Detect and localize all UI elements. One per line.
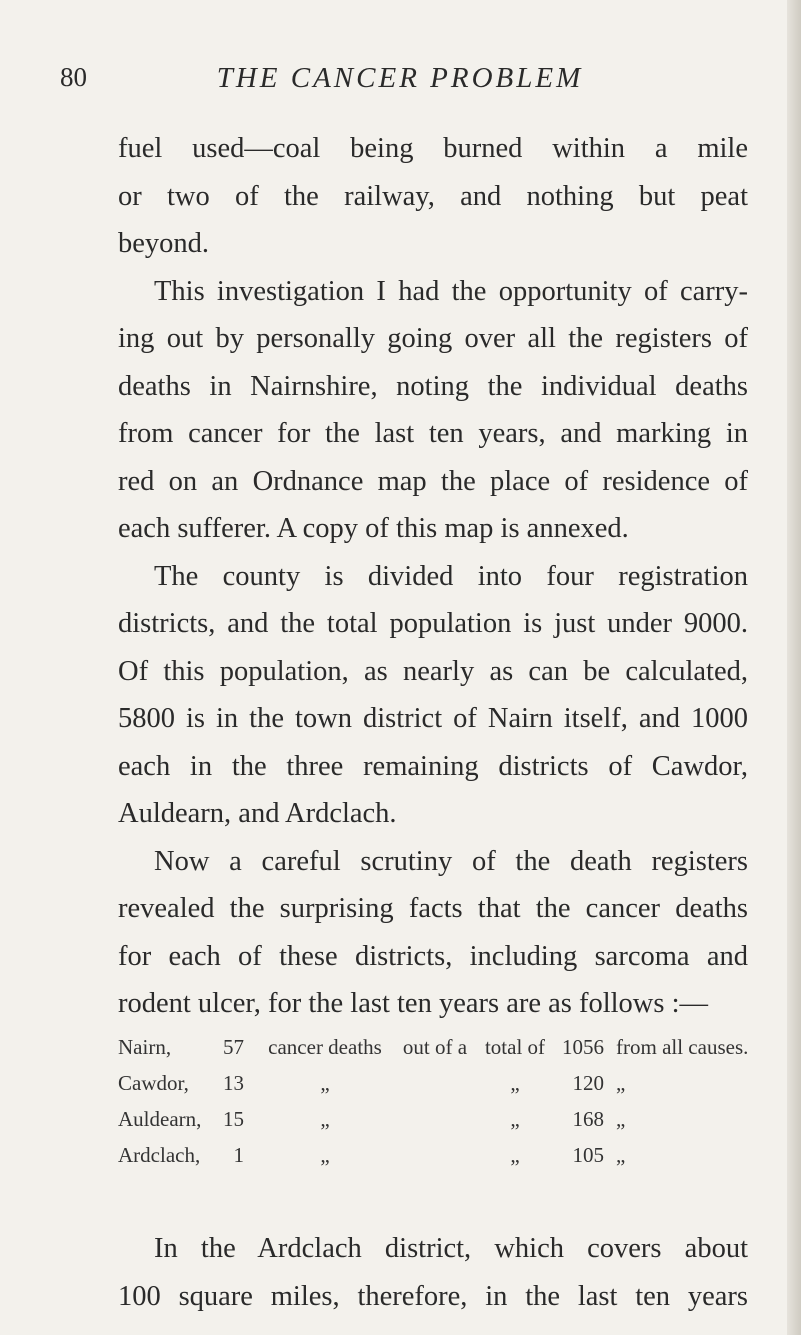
text-line: This investigation I had the opportunity of carry-: [154, 275, 748, 307]
text-line: Of this population, as nearly as can be calculated,: [118, 655, 748, 687]
district-name: Auldearn,: [118, 1107, 202, 1131]
total-deaths: 168: [572, 1107, 604, 1131]
text-line: fuel used—coal being burned within a mile: [118, 133, 748, 164]
district-name: Ardclach,: [118, 1143, 201, 1167]
label-cancer-deaths: „: [320, 1143, 330, 1167]
text-line: rodent ulcer, for the last ten years are as follows :—: [118, 988, 709, 1019]
text-line: 5800 is in the town district of Nairn itself, and 1000: [118, 703, 748, 734]
text-line: or two of the railway, and nothing but peat: [118, 180, 748, 212]
cancer-count: 15: [223, 1107, 244, 1131]
district-name: Nairn,: [118, 1035, 172, 1059]
paragraph: [118, 838, 748, 1028]
text-line: beyond.: [118, 228, 210, 259]
body-text: [118, 125, 748, 1028]
paragraph: [118, 553, 748, 838]
label-all-causes: „: [616, 1143, 626, 1167]
district-name: Cawdor,: [118, 1071, 189, 1095]
label-cancer-deaths: cancer deaths: [268, 1035, 382, 1059]
text-line: red on an Ordnance map the place of residence of: [118, 465, 748, 497]
closing-paragraph: [118, 1225, 748, 1320]
label-all-causes: from all causes.: [616, 1035, 749, 1059]
text-line: districts, and the total population is just under 9000.: [118, 608, 748, 639]
cancer-count: 57: [223, 1035, 244, 1059]
page-number: 80: [60, 62, 87, 92]
text-line: In the Ardclach district, which covers about: [154, 1233, 748, 1264]
label-total-of: „: [510, 1071, 520, 1095]
cancer-deaths-table: [118, 1035, 766, 1179]
paragraph: [118, 268, 748, 553]
table-row: [118, 1143, 766, 1179]
text-line: The county is divided into four registration: [154, 560, 748, 592]
cancer-count: 1: [233, 1143, 244, 1167]
cancer-count: 13: [223, 1071, 244, 1095]
text-line: from cancer for the last ten years, and marking in: [118, 418, 748, 449]
text-line: revealed the surprising facts that the cancer deaths: [118, 893, 748, 924]
page-edge-shadow: [787, 0, 801, 1335]
label-out-of: out of a: [402, 1035, 468, 1059]
total-deaths: 120: [572, 1071, 604, 1095]
label-all-causes: „: [616, 1107, 626, 1131]
text-line: each in the three remaining districts of Cawdor,: [118, 750, 748, 782]
total-deaths: 105: [572, 1143, 604, 1167]
table-row: [118, 1107, 766, 1143]
paragraph: [118, 125, 748, 268]
label-out-of: [394, 1107, 476, 1143]
table-row: [118, 1035, 766, 1071]
total-deaths: 1056: [562, 1035, 604, 1059]
label-total-of: total of: [484, 1035, 546, 1059]
page-header: [60, 62, 740, 102]
label-all-causes: „: [616, 1071, 626, 1095]
label-cancer-deaths: „: [320, 1107, 330, 1131]
label-total-of: „: [510, 1107, 520, 1131]
label-cancer-deaths: „: [320, 1071, 330, 1095]
label-out-of: [394, 1143, 476, 1179]
text-line: deaths in Nairnshire, noting the individual deaths: [118, 370, 748, 402]
text-line: for each of these districts, including sarcoma and: [118, 940, 748, 972]
table-row: [118, 1071, 766, 1107]
running-head: THE CANCER PROBLEM: [216, 62, 584, 94]
text-line: ing out by personally going over all the registers of: [118, 323, 748, 354]
label-total-of: „: [510, 1143, 520, 1167]
text-line: each sufferer. A copy of this map is annexed.: [118, 513, 629, 544]
text-line: 100 square miles, therefore, in the last ten years: [118, 1280, 748, 1312]
text-line: Now a careful scrutiny of the death registers: [154, 845, 748, 877]
label-out-of: [394, 1071, 476, 1107]
text-line: Auldearn, and Ardclach.: [118, 798, 397, 829]
